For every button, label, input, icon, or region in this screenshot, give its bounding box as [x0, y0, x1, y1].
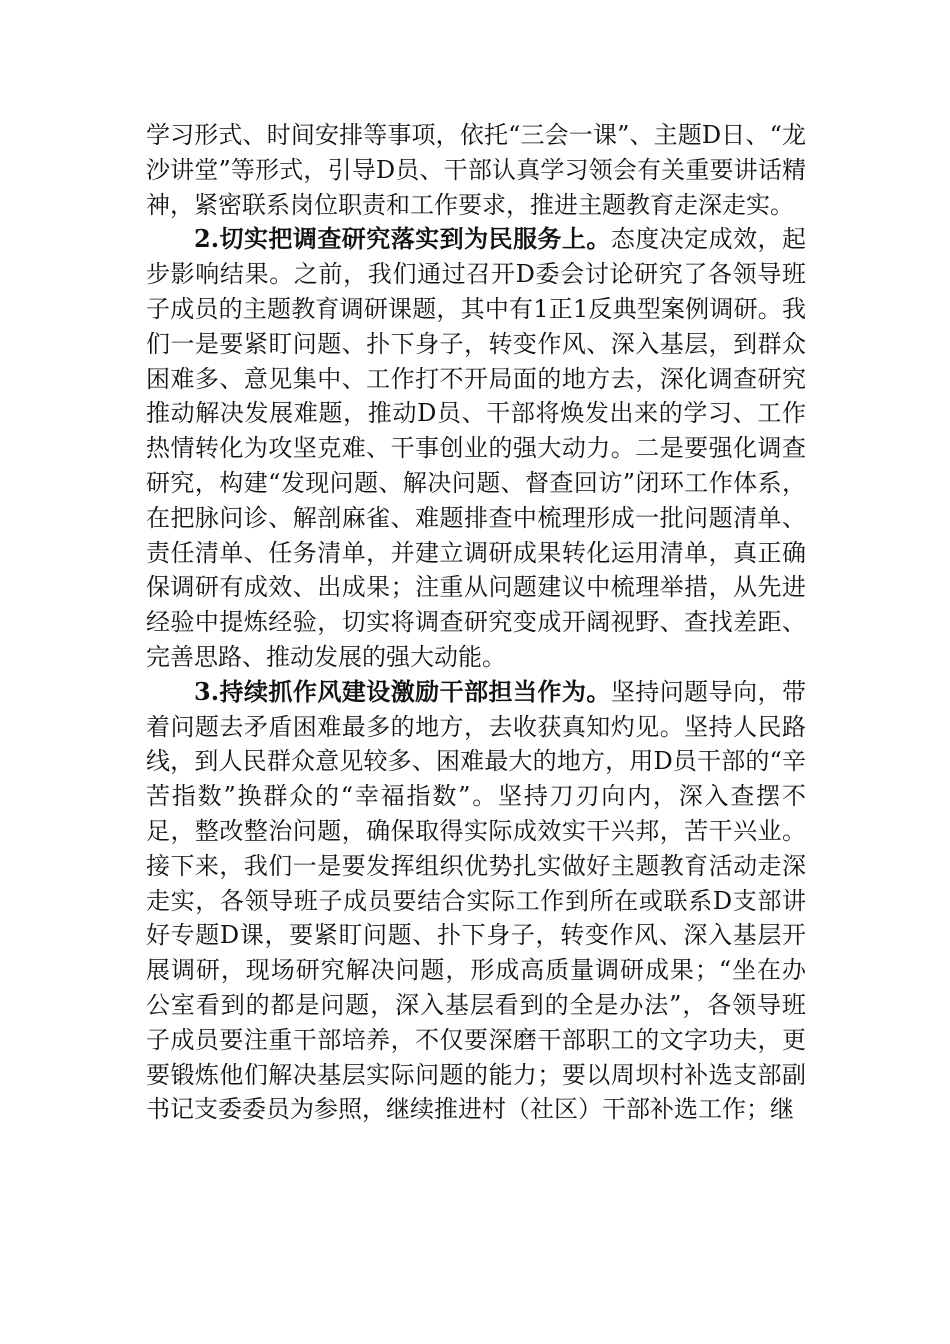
- paragraph-heading: 3.持续抓作风建设激励干部担当作为。: [194, 676, 611, 706]
- paragraph-text: 坚持问题导向，带着问题去矛盾困难最多的地方，去收获真知灼见。坚持人民路线，到人民群众意见较多、困难最大的地方，用D员干部的“辛苦指数”换群众的“幸福指数”。坚持刀刃向内，深入查摆不足，整改整治问题，确保取得实际成效实干兴邦，苦干兴业。接下来，我们一是要发挥组织优势扎实做好主题教育活动走深走实，各领导班子成员要结合实际工作到所在或联系D支部讲好专题D课，要紧盯问题、扑下身子，转变作风、深入基层开展调研，现场研究解决问题，形成高质量调研成果；“坐在办公室看到的都是问题，深入基层看到的全是办法”，各领导班子成员要注重干部培养，不仅要深磨干部职工的文字功夫，更要锻炼他们解决基层实际问题的能力；要以周坝村补选支部副书记支委委员为参照，继续推进村（社区）干部补选工作；继: [146, 677, 807, 1124]
- body-text: [146, 118, 806, 1127]
- paragraph-text: 态度决定成效，起步影响结果。之前，我们通过召开D委会讨论研究了各领导班子成员的主题教育调研课题，其中有1正1反典型案例调研。我们一是要紧盯问题、扑下身子，转变作风、深入基层，到群众困难多、意见集中、工作打不开局面的地方去，深化调查研究推动解决发展难题，推动D员、干部将焕发出来的学习、工作热情转化为攻坚克难、干事创业的强大动力。二是要强化调查研究，构建“发现问题、解决问题、督查回访”闭环工作体系，在把脉问诊、解剖麻雀、难题排查中梳理形成一批问题清单、责任清单、任务清单，并建立调研成果转化运用清单，真正确保调研有成效、出成果；注重从问题建议中梳理举措，从先进经验中提炼经验，切实将调查研究变成开阔视野、查找差距、完善思路、推动发展的强大动能。: [146, 225, 807, 671]
- paragraph-text: 学习形式、时间安排等事项，依托“三会一课”、主题D日、“龙沙讲堂”等形式，引导D员、干部认真学习领会有关重要讲话精神，紧密联系岗位职责和工作要求，推进主题教育走深走实。: [146, 121, 806, 219]
- paragraph-heading: 2.切实把调查研究落实到为民服务上。: [194, 224, 611, 254]
- paragraph-item-3: [146, 675, 806, 1127]
- paragraph-continuation: [146, 118, 806, 222]
- paragraph-item-2: [146, 222, 806, 674]
